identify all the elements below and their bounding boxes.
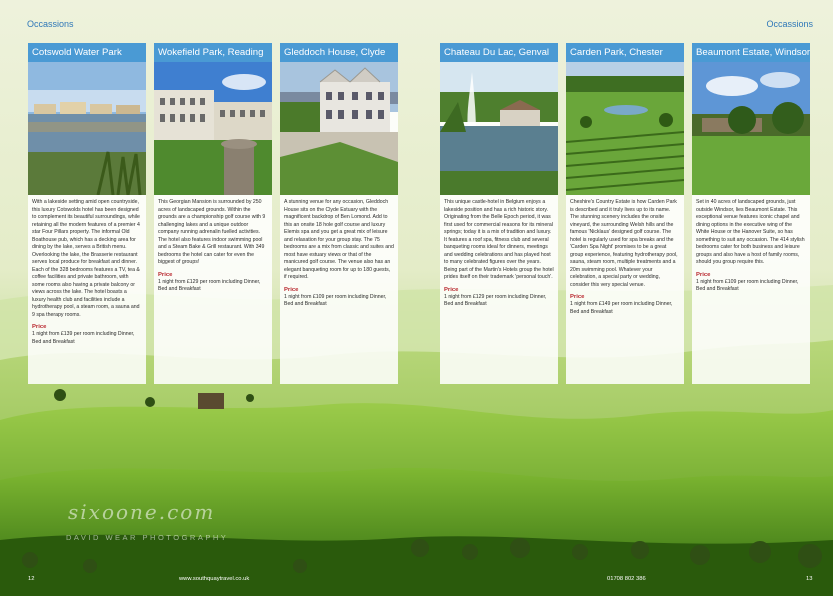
- venue-photo-cotswold: [28, 62, 146, 195]
- venue-card-chateau: [440, 43, 558, 384]
- venue-card-cotswold: [28, 43, 146, 384]
- venue-photo-gleddoch: [280, 62, 398, 195]
- price-label: Price: [284, 286, 299, 293]
- venue-description: Set in 40 acres of landscaped grounds, just outside Windsor, lies Beaumont Estate. This exceptional venue features iconic chapel and dining options in the executive wing of the White House or the Hanover Suite, so has something to suit any occasion. The 414 stylish bedrooms cater for both business and leisure groups and also have a host of family rooms, should you group require this.: [696, 199, 805, 265]
- venue-description: This unique castle-hotel in Belgium enjoys a lakeside position and has a rich historic story. Originating from the Belle Epoch period, it was first used for commercial reasons for its mineral springs; today it is a mix of tradition and luxury. It features a roof spa, fitness club and several banqueting rooms ideal for dinners, meetings and wedding celebrations and has played host to many celebrated figures over the years. Being part of the Martin's Hotels group the hotel prides itself on their trademark 'personal touch'.: [444, 199, 554, 280]
- venue-title: Carden Park, Chester: [566, 43, 684, 62]
- watermark-subtitle: DAVID WEAR PHOTOGRAPHY: [66, 533, 229, 542]
- page-number-left: 12: [28, 576, 35, 582]
- price-label: Price: [570, 294, 585, 300]
- footer-website: www.southquaytravel.co.uk: [179, 576, 250, 582]
- venue-title: Cotswold Water Park: [28, 43, 146, 62]
- venue-title: Chateau Du Lac, Genval: [440, 43, 558, 62]
- price-label: Price: [696, 271, 711, 278]
- venue-photo-carden: [566, 62, 684, 195]
- venue-description: This Georgian Mansion is surrounded by 250 acres of landscaped grounds. Within the grounds are a championship golf course with 9 challenging lakes and a unique outdoor company running adrenalin fuelled activities. The hotel also features indoor swimming pool and a Steam Bake & Grill restaurant. With 349 bedrooms the hotel can cater for even the biggest of groups!: [158, 199, 266, 265]
- footer-phone: 01708 802 386: [607, 576, 646, 582]
- price-label: Price: [32, 324, 47, 330]
- venue-description: A stunning venue for any occasion, Gleddoch House sits on the Clyde Estuary with the magnificent backdrop of Ben Lomond. Add to this an onsite 18 hole golf course and luxury Elemis spa and you get a great mix of leisure and relaxation for your group stay. The 75 bedrooms are a mix from classic and suites and most have estuary views or that of the manicured golf course. The venue also has an elegant banqueting room for up to 180 guests, if required.: [284, 199, 394, 280]
- section-heading-right: Occassions: [766, 19, 813, 29]
- price-text: 1 night from £109 per room including Dinner, Bed and Breakfast: [696, 278, 799, 292]
- venue-description: Cheshire's Country Estate is how Carden Park is described and it truly lives up to its name. The stunning scenery includes the onsite vineyard, the surrounding Welsh hills and the famous 'Nicklaus' designed golf course. The hotel is regularly used for spa breaks and the 'Carden Spa Night' promises to be a great group experience, featuring hydrotherapy pool, sauna, steam room, multiple treatments and a 20m swimming pool. Whatever your celebration, a special party or wedding, consider this very special venue.: [570, 199, 678, 288]
- venue-photo-beaumont: [692, 62, 810, 195]
- venue-title: Beaumont Estate, Windsor: [692, 43, 810, 62]
- venue-title: Wokefield Park, Reading: [154, 43, 272, 62]
- venue-card-gleddoch: [280, 43, 398, 384]
- page-number-right: 13: [806, 576, 813, 582]
- section-heading-left: Occassions: [27, 19, 74, 29]
- venue-photo-wokefield: [154, 62, 272, 195]
- price-text: 1 night from £129 per room including Dinner, Bed and Breakfast: [158, 278, 261, 292]
- price-text: 1 night from £109 per room including Dinner, Bed and Breakfast: [284, 293, 387, 307]
- venue-description: With a lakeside setting amid open countryside, this luxury Cotswolds hotel has been designed to complement its beautiful surroundings, while retaining all the modern features of a premier 4 star Four Pillars property. The informal Old Boathouse pub, which has a decking area for dining by the lake, serves a British menu. Overlooking the lake, the Brasserie restaurant serves local produce for breakfast and dinner. Each of the 328 bedrooms features a TV, tea & coffee facilities and private bathroom, with some rooms also having a private balcony or views across the lake. The hotel boasts a luxury health club and facilities include a hydrotherapy pool, a steam room, a sauna and 9 spa therapy rooms.: [32, 199, 140, 318]
- venue-photo-chateau: [440, 62, 558, 195]
- venue-card-carden: [566, 43, 684, 384]
- price-label: Price: [444, 286, 459, 293]
- price-text: 1 night from £149 per room including Dinner, Bed and Breakfast: [570, 301, 673, 315]
- venue-card-wokefield: [154, 43, 272, 384]
- venue-title: Gleddoch House, Clyde: [280, 43, 398, 62]
- price-label: Price: [158, 271, 173, 278]
- watermark-brand: sixoone.com: [68, 500, 216, 524]
- price-text: 1 night from £139 per room including Dinner, Bed and Breakfast: [32, 331, 135, 345]
- venue-card-beaumont: [692, 43, 810, 384]
- price-text: 1 night from £129 per room including Dinner, Bed and Breakfast: [444, 293, 547, 307]
